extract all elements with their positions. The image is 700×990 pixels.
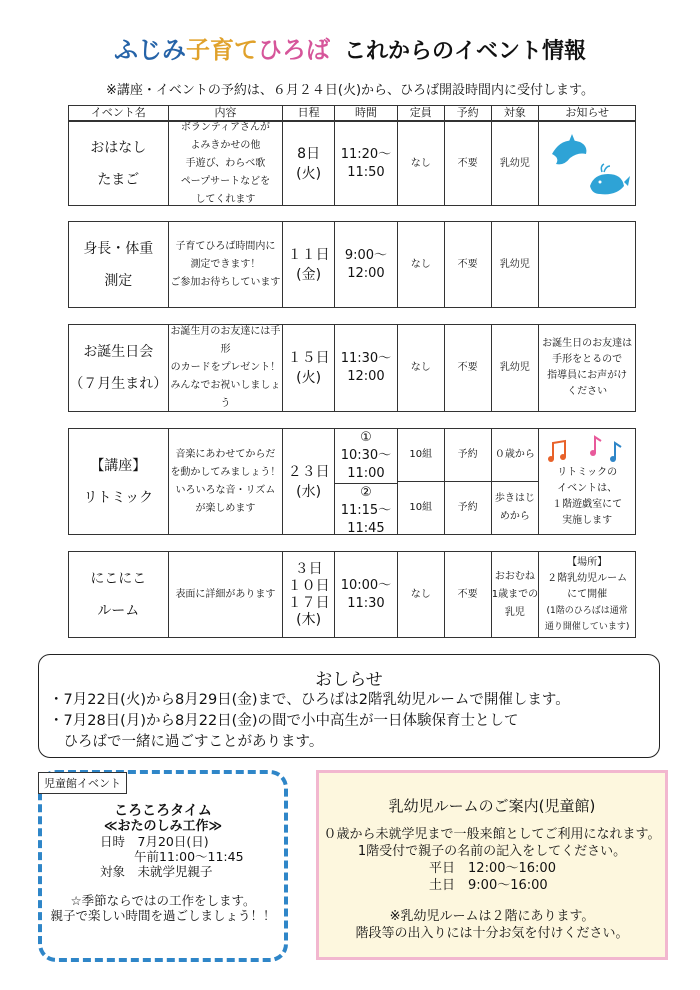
notice-line: にて開催 bbox=[567, 588, 608, 600]
header-target: 対象 bbox=[492, 106, 540, 120]
event-reservation: 不要 bbox=[457, 588, 478, 600]
session-time-start: 10:30～ bbox=[340, 448, 392, 463]
dolphin-icon bbox=[542, 124, 632, 204]
content-line: 測定できます！ bbox=[190, 258, 261, 270]
event-time-start: 11:30～ bbox=[340, 351, 392, 366]
session-target: めから bbox=[499, 511, 530, 522]
event-time-end: 12:00 bbox=[347, 265, 385, 281]
kids-event-date-label: 日時 bbox=[100, 834, 126, 849]
event-target: 乳幼児 bbox=[499, 362, 530, 373]
event-capacity: なし bbox=[410, 258, 431, 270]
info-box bbox=[38, 654, 660, 758]
event-target: 乳児 bbox=[504, 606, 525, 618]
event-weekday: (火) bbox=[296, 370, 322, 386]
event-time-end: 11:50 bbox=[347, 164, 385, 180]
event-time-end: 12:00 bbox=[347, 369, 385, 384]
event-row-measurement bbox=[68, 221, 636, 308]
session-capacity: 10組 bbox=[409, 502, 433, 513]
session-number: ② bbox=[360, 485, 372, 500]
session-target: ０歳から bbox=[494, 449, 535, 460]
event-target: 1歳までの bbox=[491, 588, 539, 600]
event-date: ３日 bbox=[294, 560, 323, 577]
content-line: 手遊び、わらべ歌 bbox=[185, 157, 266, 169]
session-reservation: 予約 bbox=[457, 449, 478, 460]
info-line: ・7月22日(火)から8月29日(金)まで、ひろばは2階乳幼児ルームで開催します。 bbox=[49, 692, 570, 708]
room-guide-title: 乳幼児ルームのご案内(児童館) bbox=[388, 797, 596, 815]
event-time-end: 11:30 bbox=[347, 595, 385, 611]
dolphin-whale-illustration bbox=[539, 122, 635, 205]
kids-event-box bbox=[38, 770, 288, 962]
room-guide-weekend-label: 土日 bbox=[429, 878, 456, 893]
session-number: ① bbox=[360, 430, 372, 445]
event-capacity: なし bbox=[410, 362, 431, 373]
event-date: ２３日 bbox=[287, 463, 330, 480]
session-target: 歩きはじ bbox=[494, 493, 535, 504]
music-notes-icon bbox=[547, 435, 627, 465]
content-line: を動かしてみましょう！ bbox=[170, 466, 281, 478]
room-guide-weekday-label: 平日 bbox=[429, 861, 456, 876]
content-line: してくれます bbox=[195, 193, 256, 205]
event-row-ohanashi bbox=[68, 121, 636, 206]
table-header bbox=[68, 105, 636, 121]
notice-line: 手形をとるので bbox=[552, 354, 623, 365]
event-time-start: 9:00～ bbox=[344, 247, 388, 263]
event-name: お誕生日会 bbox=[83, 344, 154, 360]
kids-event-tag: 児童館イベント bbox=[38, 772, 127, 794]
event-date: １１日 bbox=[287, 246, 330, 263]
notice-line: 実施します bbox=[562, 514, 613, 526]
title-part3: ひろば bbox=[257, 36, 330, 64]
event-name: 【講座】 bbox=[90, 457, 147, 474]
event-capacity: なし bbox=[410, 588, 431, 600]
event-weekday: (水) bbox=[296, 483, 322, 500]
content-line: ボランティアさんが bbox=[180, 121, 271, 133]
event-row-rhythmic bbox=[68, 428, 636, 535]
info-line: ひろばで一緒に過ごすことがあります。 bbox=[49, 734, 324, 750]
session-time-start: 11:15～ bbox=[340, 503, 392, 518]
room-guide-weekend: 9:00～16:00 bbox=[468, 878, 548, 893]
page-title bbox=[0, 30, 700, 65]
event-time-start: 10:00～ bbox=[340, 577, 392, 593]
session-time-end: 11:00 bbox=[347, 466, 385, 481]
event-name: たまご bbox=[97, 171, 140, 188]
event-name: ルーム bbox=[97, 602, 140, 619]
event-row-birthday bbox=[68, 324, 636, 412]
notice-line: 【場所】 bbox=[567, 556, 608, 568]
room-guide-line: 1階受付で親子の名前の記入をしてください。 bbox=[357, 844, 627, 859]
room-guide-box bbox=[316, 770, 668, 960]
title-part1: ふじみ bbox=[113, 36, 186, 64]
notice-line: お誕生日のお友達は bbox=[542, 338, 633, 349]
event-reservation: 不要 bbox=[457, 258, 478, 270]
room-guide-note: 階段等の出入りには十分お気を付けください。 bbox=[355, 926, 629, 941]
event-row-nikoniko bbox=[68, 551, 636, 638]
content-line: ペープサートなどを bbox=[180, 175, 271, 187]
reservation-notice: ※講座・イベントの予約は、６月２４日(火)から、ひろば開設時間内に受付します。 bbox=[106, 83, 594, 98]
event-date: 8日 bbox=[297, 145, 321, 162]
content-line: が楽しめます bbox=[195, 502, 256, 514]
event-name: （７月生まれ） bbox=[69, 376, 168, 392]
header-notice: お知らせ bbox=[565, 106, 609, 119]
notice-line: リトミックの bbox=[557, 466, 618, 478]
event-reservation: 不要 bbox=[457, 157, 478, 169]
session-time-end: 11:45 bbox=[347, 521, 385, 536]
notice-line: １階遊戯室にて bbox=[552, 498, 623, 510]
event-target: おおむね bbox=[494, 570, 535, 582]
kids-event-target: 未就学児親子 bbox=[137, 864, 213, 879]
kids-event-date: 7月20日(日) bbox=[137, 834, 209, 849]
event-target: 乳幼児 bbox=[499, 258, 530, 270]
header-capacity: 定員 bbox=[398, 106, 445, 120]
notice-cell bbox=[539, 222, 635, 307]
content-line: よみきかせの他 bbox=[190, 139, 261, 151]
kids-event-closing: ☆季節ならではの工作をします。 bbox=[70, 893, 256, 908]
kids-event-title: ころころタイム bbox=[114, 803, 212, 819]
content-line: 子育てひろば時間内に bbox=[175, 240, 276, 252]
event-time-start: 11:20～ bbox=[340, 146, 392, 162]
event-date: １５日 bbox=[287, 350, 330, 366]
notice-line: (1階のひろばは通常 bbox=[546, 605, 628, 616]
event-name: にこにこ bbox=[90, 570, 147, 587]
event-date: １０日 bbox=[287, 577, 330, 594]
event-date: １７日 bbox=[287, 594, 330, 611]
room-guide-weekday: 12:00～16:00 bbox=[468, 861, 556, 876]
content-line: のカードをプレゼント！ bbox=[170, 362, 281, 373]
event-weekday: (火) bbox=[296, 165, 322, 182]
content-line: みんなでお祝いしましょう bbox=[170, 380, 281, 409]
kids-event-time: 午前11:00～11:45 bbox=[134, 849, 244, 864]
header-time: 時間 bbox=[335, 106, 398, 120]
title-part2: 子育て bbox=[185, 36, 258, 64]
notice-line: ２階乳幼児ルーム bbox=[547, 572, 628, 584]
header-date: 日程 bbox=[283, 106, 335, 120]
event-name: 身長・体重 bbox=[83, 240, 154, 257]
info-heading: おしらせ bbox=[315, 670, 383, 690]
content-line: 音楽にあわせてからだ bbox=[175, 448, 276, 460]
event-reservation: 不要 bbox=[457, 362, 478, 373]
header-content: 内容 bbox=[169, 106, 284, 120]
kids-event-subtitle: ≪おたのしみ工作≫ bbox=[103, 819, 223, 834]
content-line: 表面に詳細があります bbox=[175, 588, 276, 600]
event-weekday: (木) bbox=[296, 611, 322, 628]
kids-event-target-label: 対象 bbox=[100, 864, 126, 879]
event-name: おはなし bbox=[90, 139, 147, 156]
header-event-name: イベント名 bbox=[69, 106, 169, 120]
info-line: ・7月28日(月)から8月22日(金)の間で小中高生が一日体験保育士として bbox=[49, 713, 519, 729]
session-reservation: 予約 bbox=[457, 502, 478, 513]
room-guide-line: ０歳から未就学児まで一般来館としてご利用になれます。 bbox=[323, 827, 661, 842]
notice-line: 指導員にお声がけ bbox=[547, 370, 628, 381]
kids-event-closing: 親子で楽しい時間を過ごしましょう！！ bbox=[50, 908, 276, 923]
content-line: ご参加お待ちしています bbox=[170, 276, 281, 288]
event-target: 乳幼児 bbox=[499, 157, 530, 169]
event-name: 測定 bbox=[104, 272, 133, 289]
session-capacity: 10組 bbox=[409, 449, 433, 460]
notice-line: イベントは、 bbox=[557, 482, 618, 494]
event-capacity: なし bbox=[410, 157, 431, 169]
title-part4: これからのイベント情報 bbox=[343, 39, 586, 64]
event-weekday: (金) bbox=[296, 266, 322, 283]
event-name: リトミック bbox=[83, 489, 154, 506]
notice-line: 通り開催しています) bbox=[544, 621, 630, 632]
room-guide-note: ※乳幼児ルームは２階にあります。 bbox=[389, 909, 595, 924]
header-reservation: 予約 bbox=[445, 106, 492, 120]
notice-line: ください bbox=[567, 386, 608, 397]
content-line: お誕生月のお友達には手形 bbox=[170, 326, 281, 355]
content-line: いろいろな音・リズム bbox=[175, 484, 276, 496]
